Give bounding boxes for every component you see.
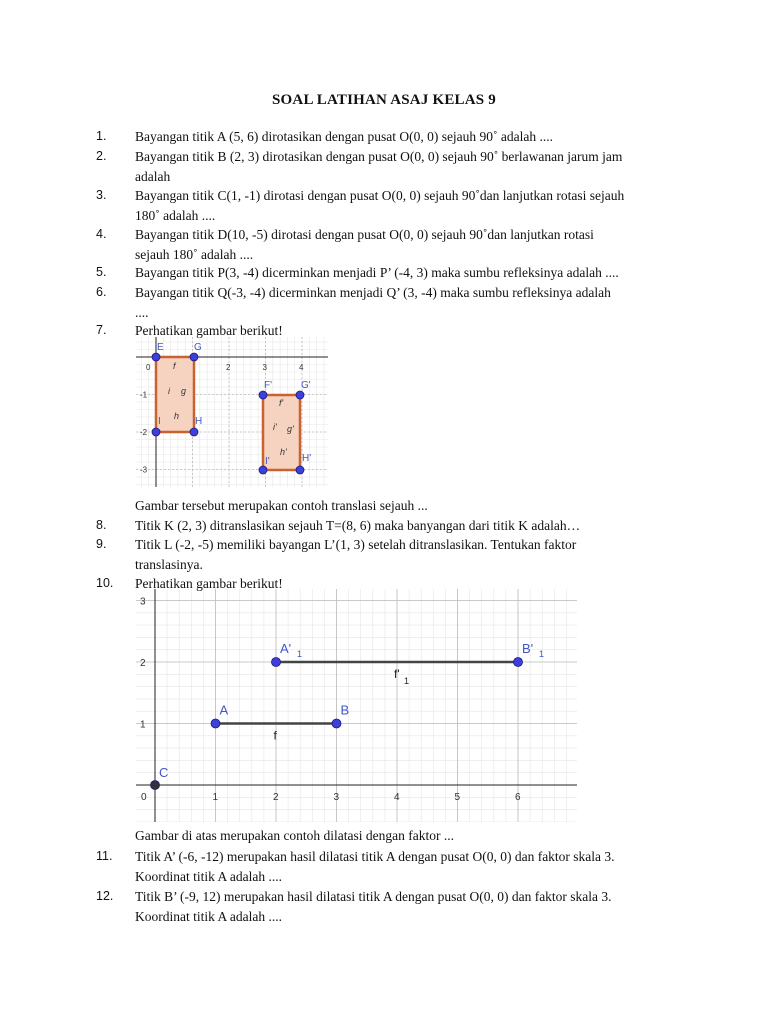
question-text [135,887,675,926]
question-text-line: Bayangan titik D(10, -5) dirotasi dengan pusat O(0, 0) sejauh 90˚dan lanjutkan rotasi [135,227,594,242]
x-tick-label: 4 [394,792,400,803]
question-text-line: .... [135,304,149,320]
question-text [135,535,675,574]
figure-translation-graph [136,337,328,487]
side-label: h' [280,447,287,457]
question-text-line: Titik A’ (-6, -12) merupakan hasil dilatasi titik A dengan pusat O(0, 0) dan faktor skala 3. [135,849,615,864]
vertex-point [296,466,304,474]
point-5 [151,781,160,790]
question-number: 5. [96,265,107,279]
caption-question-7: Gambar tersebut merupakan contoh translasi sejauh ... [135,498,428,513]
question-text-line: Bayangan titik P(3, -4) dicerminkan menjadi P’ (-4, 3) maka sumbu refleksinya adalah .... [135,265,619,280]
point-label: A [219,702,229,718]
point-label: G [194,342,202,353]
point-label: B [340,702,350,718]
point-label: A' [280,641,292,656]
point-2 [332,719,341,728]
question-text [135,847,675,886]
question-text-line: Perhatikan gambar berikut! [135,323,283,338]
grid-lines [136,589,577,822]
point-label: C [159,765,169,780]
question-text-line: Koordinat titik A adalah .... [135,908,282,924]
vertex-point [190,353,198,361]
question-text [135,186,675,225]
point-label: E [157,342,164,353]
vertex-point [259,466,267,474]
question-number: 1. [96,129,107,143]
vertex-point [259,391,267,399]
y-tick-label: 2 [140,658,146,669]
segment-label-f1: f' [394,667,400,681]
caption-question-10: Gambar di atas merupakan contoh dilatasi dengan faktor ... [135,828,455,843]
x-tick-label: 4 [299,363,304,372]
question-text-line: adalah [135,168,171,184]
side-label: i [168,386,170,396]
vertex-point [152,353,160,361]
point-label-subscript: 1 [539,649,545,659]
question-number: 6. [96,285,107,299]
side-label: g' [287,424,294,434]
point-label: F' [264,380,273,391]
y-tick-label: -3 [140,465,148,475]
question-text [135,263,675,283]
question-text-line: Bayangan titik C(1, -1) dirotasi dengan pusat O(0, 0) sejauh 90˚dan lanjutkan rotasi sejauh [135,188,625,203]
question-number: 11. [96,849,113,863]
question-text-line: Bayangan titik Q(-3, -4) dicerminkan menjadi Q’ (3, -4) maka sumbu refleksinya adalah [135,285,611,300]
point-label: G' [301,380,311,391]
x-tick-label: 5 [454,792,461,803]
x-tick-label: 0 [141,792,147,803]
point-4 [514,658,523,667]
x-tick-label: 2 [273,792,279,803]
segment-label-subscript: 1 [404,676,410,686]
question-text-line: Bayangan titik A (5, 6) dirotasikan dengan pusat O(0, 0) sejauh 90˚ adalah .... [135,129,554,144]
question-text [135,147,675,186]
question-text-line: Titik K (2, 3) ditranslasikan sejauh T=(8, 6) maka banyangan dari titik K adalah… [135,518,581,533]
question-text-line: Koordinat titik A adalah .... [135,868,282,884]
page-title: SOAL LATIHAN ASAJ KELAS 9 [272,92,496,108]
y-tick-label: -2 [140,428,148,437]
side-label: i' [273,422,277,432]
question-text-line: Titik L (-2, -5) memiliki bayangan L’(1, 3) setelah ditranslasikan. Tentukan faktor [135,537,577,552]
x-tick-label: 2 [226,363,231,372]
side-label: f' [279,398,284,408]
x-tick-label: 3 [333,792,340,803]
question-number: 8. [96,518,107,532]
point-label: H [195,416,203,427]
y-tick-label: 3 [140,596,146,608]
question-text-line: Titik B’ (-9, 12) merupakan hasil dilatasi titik A dengan pusat O(0, 0) dan faktor skala 3. [135,889,612,904]
question-number: 7. [96,323,107,337]
x-tick-label: 3 [262,363,267,372]
vertex-point [152,428,160,436]
question-text-line: Bayangan titik B (2, 3) dirotasikan dengan pusat O(0, 0) sejauh 90˚ berlawanan jarum jam [135,149,623,164]
side-label: h [174,411,180,421]
question-text [135,516,675,536]
x-tick-label: 1 [212,792,219,803]
question-text [135,283,675,322]
x-tick-label: 0 [146,363,151,372]
point-label: H' [302,453,312,464]
point-label: I [158,416,161,427]
figure-dilation-graph [136,589,577,822]
question-text-line: Perhatikan gambar berikut! [135,576,283,591]
vertex-point [296,391,304,399]
segment-label-f: f [273,728,277,743]
question-number: 4. [96,227,107,241]
question-text-line: sejauh 180˚ adalah .... [135,246,254,262]
question-number: 9. [96,537,107,551]
point-3 [272,658,281,667]
question-text [135,127,675,147]
point-1 [211,719,220,728]
question-text [135,225,675,264]
question-number: 2. [96,149,107,163]
point-label: I' [265,456,270,467]
question-text-line: translasinya. [135,556,203,572]
question-number: 10. [96,576,114,590]
side-label: f [173,361,176,371]
question-text-line: 180˚ adalah .... [135,207,216,223]
y-tick-label: 1 [140,719,146,731]
point-label-subscript: 1 [297,649,303,659]
x-tick-label: 6 [515,792,521,803]
vertex-point [190,428,198,436]
y-tick-label: -1 [140,390,148,400]
side-label: g [181,386,187,396]
point-label: B' [522,641,534,656]
question-number: 3. [96,188,107,202]
question-number: 12. [96,889,114,903]
